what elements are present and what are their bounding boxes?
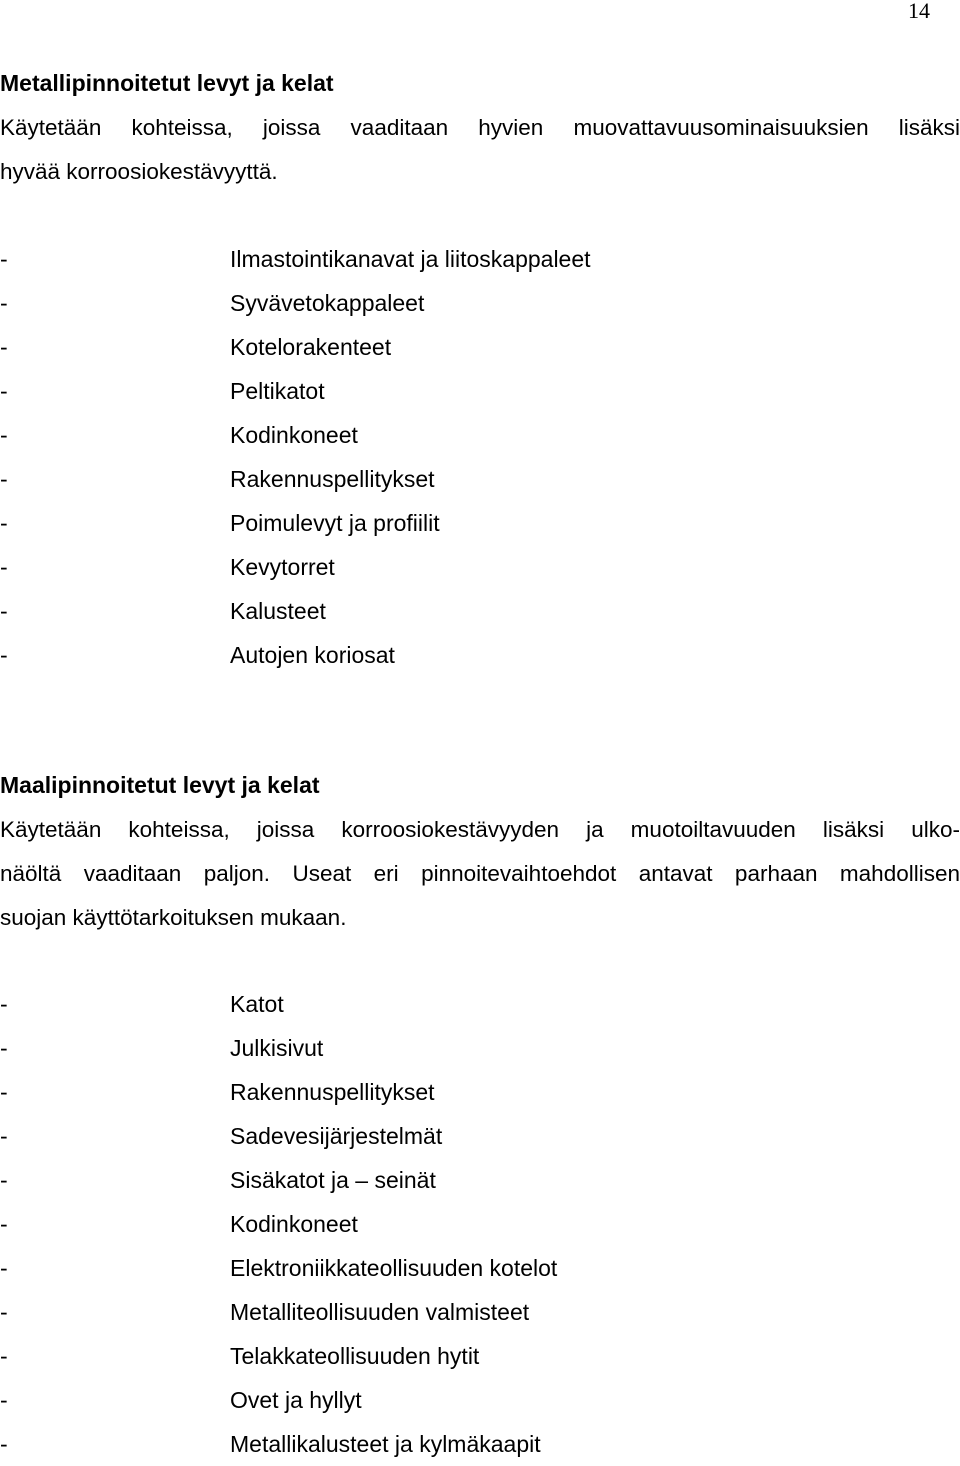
list-bullet: -: [0, 466, 8, 492]
section-paragraph-line: Käytetään kohteissa, joissa korroosiokestävyyden ja muotoiltavuuden lisäksi ulko-: [0, 817, 960, 842]
list-item-text: Sisäkatot ja – seinät: [230, 1167, 436, 1193]
list-item-text: Kalusteet: [230, 598, 326, 624]
list-item-text: Autojen koriosat: [230, 642, 395, 668]
list-bullet: -: [0, 642, 8, 668]
list-bullet: -: [0, 422, 8, 448]
list-bullet: -: [0, 378, 8, 404]
list-bullet: -: [0, 1387, 8, 1413]
list-item-text: Ovet ja hyllyt: [230, 1387, 362, 1413]
list-bullet: -: [0, 246, 8, 272]
list-bullet: -: [0, 1255, 8, 1281]
list-bullet: -: [0, 1211, 8, 1237]
page-number: 14: [908, 0, 930, 23]
list-bullet: -: [0, 1343, 8, 1369]
section-paragraph-line: näöltä vaaditaan paljon. Useat eri pinnoitevaihtoehdot antavat parhaan mahdollisen: [0, 861, 960, 886]
list-item-text: Julkisivut: [230, 1035, 324, 1061]
list-item-text: Elektroniikkateollisuuden kotelot: [230, 1255, 558, 1281]
list-bullet: -: [0, 554, 8, 580]
list-bullet: -: [0, 510, 8, 536]
list-item-text: Peltikatot: [230, 378, 325, 404]
list-bullet: -: [0, 1431, 8, 1457]
list-item-text: Rakennuspellitykset: [230, 1079, 435, 1105]
section-heading-maalipinnoitetut: Maalipinnoitetut levyt ja kelat: [0, 772, 320, 798]
list-item-text: Kodinkoneet: [230, 422, 358, 448]
section-paragraph-line: suojan käyttötarkoituksen mukaan.: [0, 905, 347, 930]
list-item-text: Kodinkoneet: [230, 1211, 358, 1237]
list-item-text: Rakennuspellitykset: [230, 466, 435, 492]
list-item-text: Metalliteollisuuden valmisteet: [230, 1299, 530, 1325]
list-bullet: -: [0, 1035, 8, 1061]
list-item-text: Kotelorakenteet: [230, 334, 392, 360]
list-item-text: Katot: [230, 991, 284, 1017]
list-bullet: -: [0, 290, 8, 316]
list-bullet: -: [0, 598, 8, 624]
list-bullet: -: [0, 334, 8, 360]
list-bullet: -: [0, 1299, 8, 1325]
list-item-text: Poimulevyt ja profiilit: [230, 510, 440, 536]
list-bullet: -: [0, 1079, 8, 1105]
list-item-text: Ilmastointikanavat ja liitoskappaleet: [230, 246, 591, 272]
section-heading-metallipinnoitetut: Metallipinnoitetut levyt ja kelat: [0, 70, 334, 96]
list-bullet: -: [0, 991, 8, 1017]
list-bullet: -: [0, 1123, 8, 1149]
section-paragraph-line: Käytetään kohteissa, joissa vaaditaan hyvien muovattavuusominaisuuksien lisäksi: [0, 115, 960, 140]
list-item-text: Telakkateollisuuden hytit: [230, 1343, 480, 1369]
list-bullet: -: [0, 1167, 8, 1193]
list-item-text: Kevytorret: [230, 554, 335, 580]
list-item-text: Metallikalusteet ja kylmäkaapit: [230, 1431, 541, 1457]
list-item-text: Sadevesijärjestelmät: [230, 1123, 443, 1149]
section-paragraph-line: hyvää korroosiokestävyyttä.: [0, 159, 278, 184]
list-item-text: Syvävetokappaleet: [230, 290, 425, 316]
